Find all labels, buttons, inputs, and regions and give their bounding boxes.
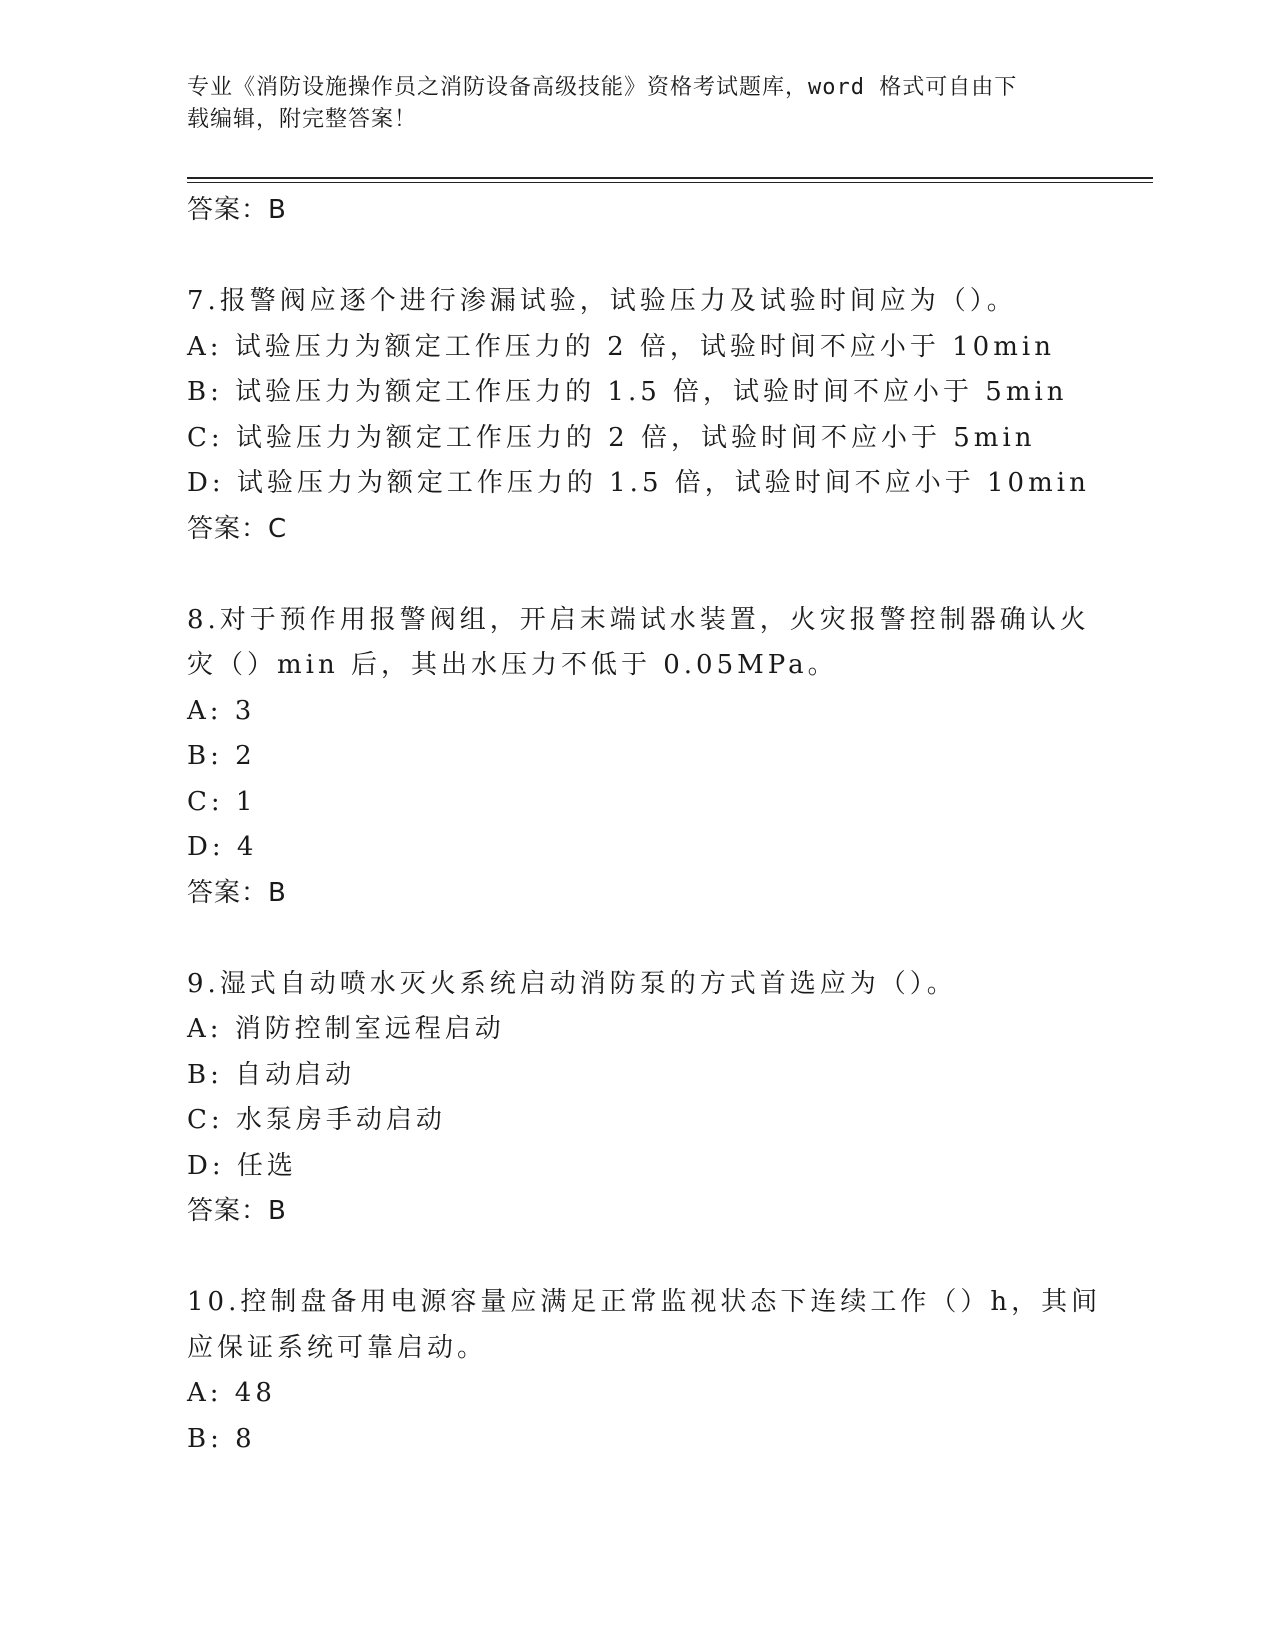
option-d: D: 试验压力为额定工作压力的 1.5 倍，试验时间不应小于 10min [187, 468, 1090, 498]
option-b: B: 8 [187, 1423, 256, 1454]
document-header [187, 72, 1067, 136]
spacer [187, 552, 1087, 598]
header-divider-thin [187, 182, 1153, 183]
option-a: A: 消防控制室远程启动 [187, 1014, 505, 1044]
header-line-2: 载编辑，附完整答案！ [187, 107, 418, 132]
question-list [187, 188, 1102, 1462]
header-divider-thick [187, 177, 1153, 179]
header-line-1: 专业《消防设施操作员之消防设备高级技能》资格考试题库，word 格式可自由下 [187, 75, 1018, 100]
question-stem: 7.报警阀应逐个进行渗漏试验，试验压力及试验时间应为（）。 [187, 286, 1017, 316]
previous-answer: 答案：B [187, 195, 287, 225]
spacer [187, 916, 1087, 962]
spacer [187, 1235, 1087, 1281]
option-a: A: 试验压力为额定工作压力的 2 倍，试验时间不应小于 10min [187, 331, 1055, 362]
option-d: D: 任选 [187, 1150, 297, 1181]
question-stem: 10.控制盘备用电源容量应满足正常监视状态下连续工作（）h，其间 [187, 1287, 1102, 1317]
question-8 [187, 598, 1090, 917]
option-b: B: 自动启动 [187, 1059, 356, 1090]
answer: 答案：B [187, 877, 287, 908]
question-10 [187, 1280, 1102, 1462]
question-9 [187, 962, 1087, 1235]
option-d: D: 4 [187, 832, 258, 862]
option-c: C: 试验压力为额定工作压力的 2 倍，试验时间不应小于 5min [187, 422, 1036, 453]
spacer [187, 234, 1087, 280]
question-stem: 9.湿式自动喷水灭火系统启动消防泵的方式首选应为（）。 [187, 968, 957, 999]
option-b: B: 2 [187, 741, 256, 771]
question-stem-continued: 灾（）min 后，其出水压力不低于 0.05MPa。 [187, 650, 838, 680]
option-a: A: 48 [187, 1378, 276, 1408]
question-stem: 8.对于预作用报警阀组，开启末端试水装置，火灾报警控制器确认火 [187, 604, 1090, 635]
question-7 [187, 279, 1090, 552]
option-b: B: 试验压力为额定工作压力的 1.5 倍，试验时间不应小于 5min [187, 377, 1068, 407]
answer: 答案：C [187, 513, 288, 544]
option-c: C: 1 [187, 786, 257, 817]
option-c: C: 水泵房手动启动 [187, 1105, 446, 1135]
question-stem-continued: 应保证系统可靠启动。 [187, 1332, 488, 1363]
answer: 答案：B [187, 1196, 287, 1226]
option-a: A: 3 [187, 695, 256, 726]
